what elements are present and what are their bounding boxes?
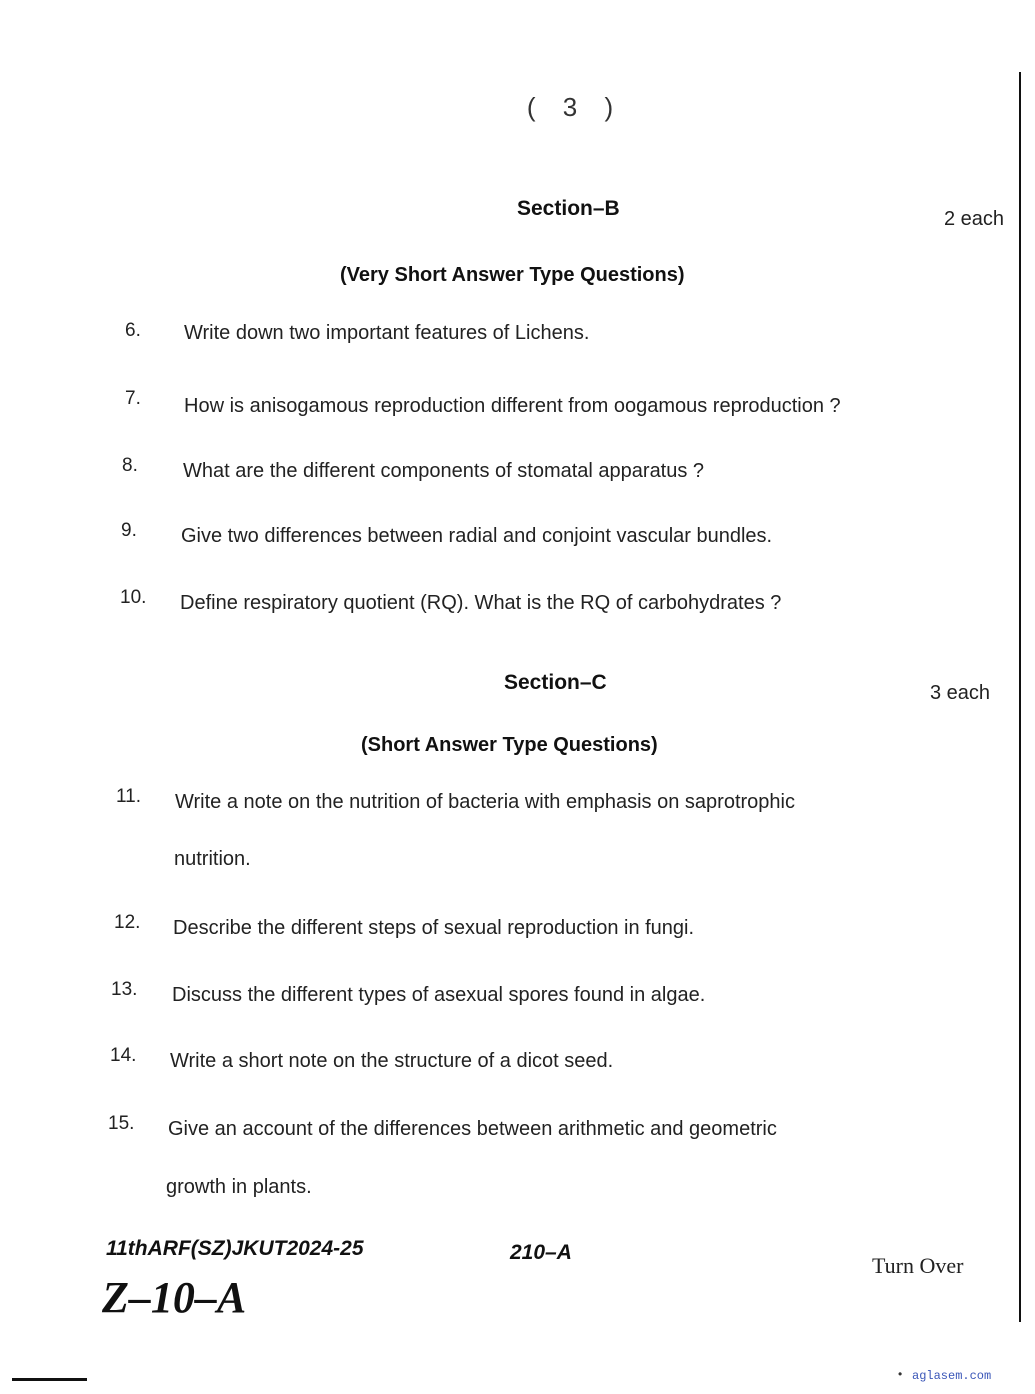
question-text: Define respiratory quotient (RQ). What is the RQ of carbohydrates ? [180,592,782,614]
right-margin-rule [1019,72,1021,1322]
question-text: Write a note on the nutrition of bacteria with emphasis on saprotrophic [175,791,795,813]
page-number: ( 3 ) [526,92,624,122]
question-text: Give an account of the differences between arithmetic and geometric [168,1118,777,1140]
question-text: Write a short note on the structure of a dicot seed. [170,1050,614,1072]
section-c-subtitle: (Short Answer Type Questions) [361,734,658,756]
question-number: 7. [125,388,141,409]
question-number: 11. [116,786,142,807]
question-text: Discuss the different types of asexual spores found in algae. [172,984,706,1006]
section-b-subtitle: (Very Short Answer Type Questions) [340,264,685,286]
question-number: 13. [111,979,138,1000]
question-number: 9. [121,520,137,541]
turn-over-note: Turn Over [872,1253,964,1278]
exam-series-code: 11thARF(SZ)JKUT2024-25 [106,1237,364,1260]
question-number: 12. [114,912,141,933]
section-b-marks: 2 each [944,208,1005,230]
question-text: Give two differences between radial and conjoint vascular bundles. [181,525,773,547]
paper-number: 210–A [510,1241,572,1264]
question-number: 14. [110,1045,137,1066]
watermark-dot: • [898,1367,903,1381]
question-number: 10. [120,587,147,608]
paper-code: Z–10–A [102,1273,247,1322]
question-number: 8. [122,455,138,476]
question-text: How is anisogamous reproduction different from oogamous reproduction ? [184,395,841,417]
watermark-text: aglasem.com [912,1369,992,1383]
question-text-continued: nutrition. [174,848,251,870]
section-c-marks: 3 each [930,682,991,704]
question-number: 15. [108,1113,135,1134]
question-text: Write down two important features of Lichens. [184,322,590,344]
question-text: Describe the different steps of sexual reproduction in fungi. [173,917,695,939]
question-text: What are the different components of stomatal apparatus ? [183,460,705,482]
question-text-continued: growth in plants. [166,1176,312,1198]
section-b-title: Section–B [517,197,620,220]
section-c-title: Section–C [504,671,607,694]
question-number: 6. [125,320,141,341]
scan-edge-mark [12,1378,87,1381]
